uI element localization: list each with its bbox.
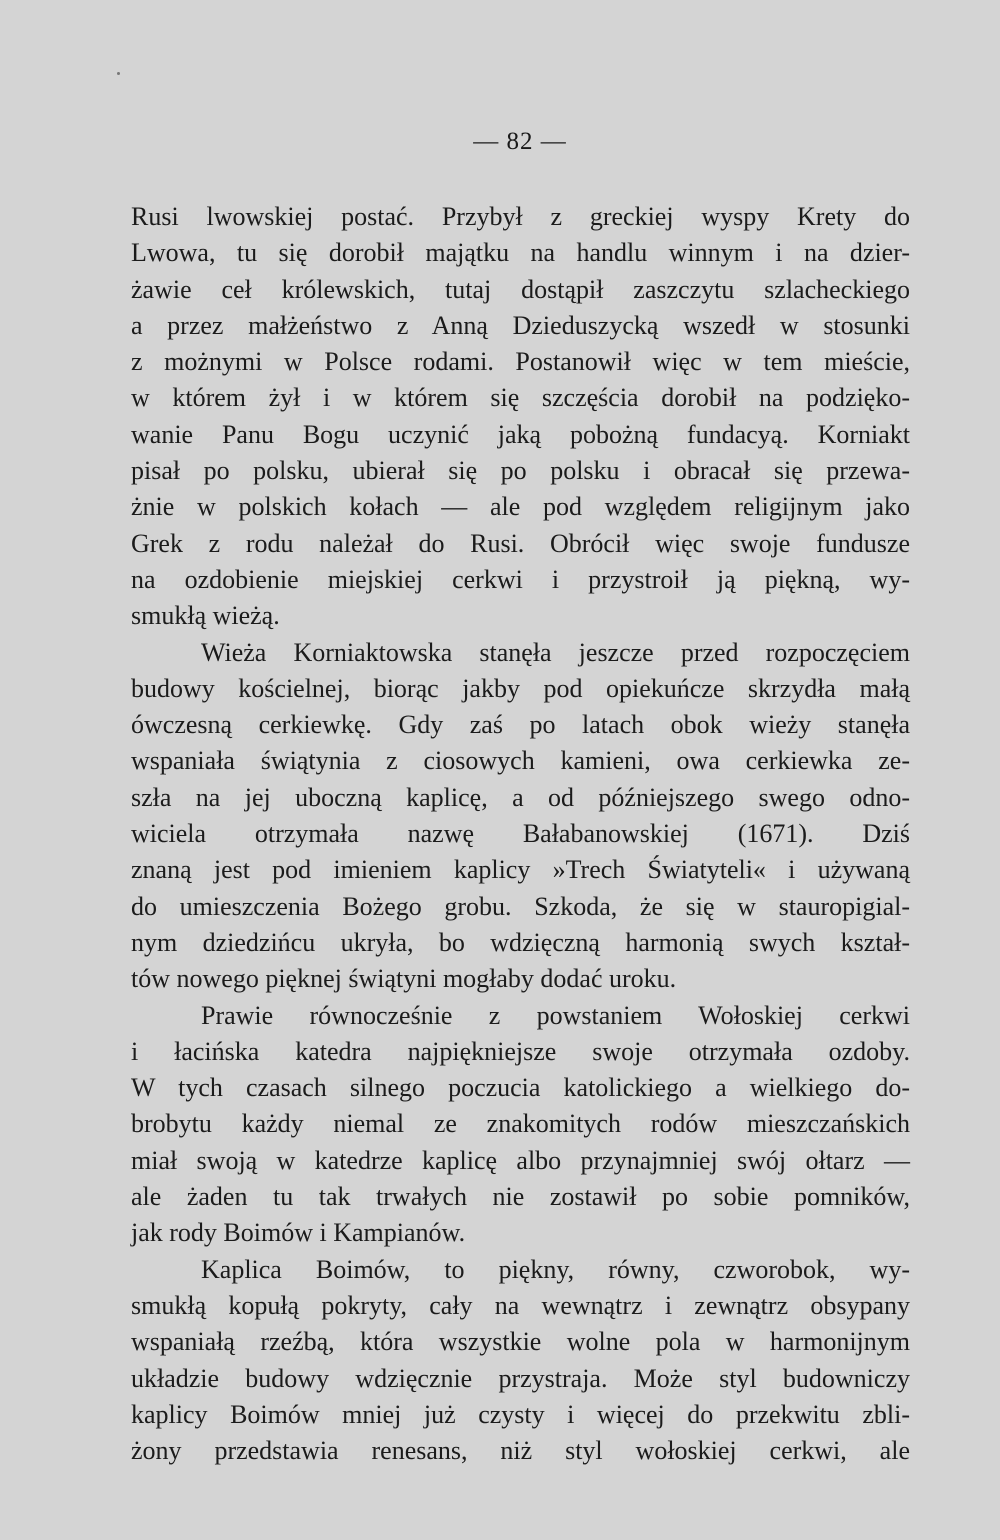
text-line: brobytu każdy niemal ze znakomitych rodów mieszczańskich [131, 1109, 910, 1139]
text-line: ale żaden tu tak trwałych nie zostawił po sobie pomników, [131, 1182, 910, 1212]
text-line: a przez małżeństwo z Anną Dzieduszycką wszedł w stosunki [131, 310, 910, 340]
text-line: jak rody Boimów i Kampianów. [131, 1218, 466, 1248]
text-line: W tych czasach silnego poczucia katolickiego a wielkiego do- [131, 1073, 910, 1103]
text-line: Kaplica Boimów, to piękny, równy, czworobok, wy- [201, 1254, 910, 1284]
text-line: do umieszczenia Bożego grobu. Szkoda, że się w stauropigial- [131, 891, 910, 921]
text-line: żnie w polskich kołach — ale pod względem religijnym jako [131, 492, 910, 522]
body-text [131, 199, 910, 1469]
text-line: i łacińska katedra najpiękniejsze swoje otrzymała ozdoby. [131, 1036, 910, 1066]
text-line: znaną jest pod imieniem kaplicy »Trech Światyteli« i używaną [131, 855, 910, 885]
text-line: smukłą kopułą pokryty, cały na wewnątrz i zewnątrz obsypany [131, 1290, 910, 1320]
text-line: Prawie równocześnie z powstaniem Wołoskiej cerkwi [201, 1000, 910, 1030]
text-line: na ozdobienie miejskiej cerkwi i przystroił ją piękną, wy- [131, 564, 910, 594]
page-number: — 82 — [473, 128, 567, 155]
text-line: budowy kościelnej, biorąc jakby pod opiekuńcze skrzydła małą [131, 673, 910, 703]
paper-speck [117, 72, 120, 75]
text-line: kaplicy Boimów mniej już czysty i więcej do przekwitu zbli- [131, 1399, 910, 1429]
text-line: układzie budowy wdzięcznie przystraja. Może styl budowniczy [131, 1363, 910, 1393]
text-line: w którem żył i w którem się szczęścia dorobił na podzięko- [131, 383, 910, 413]
text-line: Lwowa, tu się dorobił majątku na handlu winnym i na dzier- [131, 238, 910, 268]
text-line: Rusi lwowskiej postać. Przybył z greckiej wyspy Krety do [131, 202, 910, 231]
text-line: smukłą wieżą. [131, 601, 280, 631]
text-line: żawie ceł królewskich, tutaj dostąpił zaszczytu szlacheckiego [131, 274, 910, 304]
text-line: żony przedstawia renesans, niż styl wołoskiej cerkwi, ale [131, 1436, 910, 1466]
text-line: Grek z rodu należał do Rusi. Obrócił więc swoje fundusze [131, 528, 910, 558]
text-line: pisał po polsku, ubierał się po polsku i obracał się przewa- [131, 456, 910, 486]
text-line: Wieża Korniaktowska stanęła jeszcze przed rozpoczęciem [201, 637, 910, 667]
text-line: wspaniałą rzeźbą, która wszystkie wolne pola w harmonijnym [131, 1327, 910, 1357]
text-line: wspaniała świątynia z ciosowych kamieni, owa cerkiewka ze- [131, 746, 910, 776]
text-line: ówczesną cerkiewkę. Gdy zaś po latach obok wieży stanęła [131, 710, 910, 740]
text-line: nym dziedzińcu ukryła, bo wdzięczną harmonią swych kształ- [131, 927, 910, 957]
text-line: miał swoją w katedrze kaplicę albo przynajmniej swój ołtarz — [131, 1145, 910, 1175]
text-line: wanie Panu Bogu uczynić jaką pobożną fundacyą. Korniakt [131, 419, 910, 449]
text-line: wiciela otrzymała nazwę Bałabanowskiej (1671). Dziś [131, 819, 910, 849]
text-line: szła na jej uboczną kaplicę, a od późniejszego swego odno- [131, 782, 910, 812]
text-line: tów nowego pięknej świątyni mogłaby dodać uroku. [131, 964, 677, 994]
text-line: z możnymi w Polsce rodami. Postanowił więc w tem mieście, [131, 347, 910, 377]
